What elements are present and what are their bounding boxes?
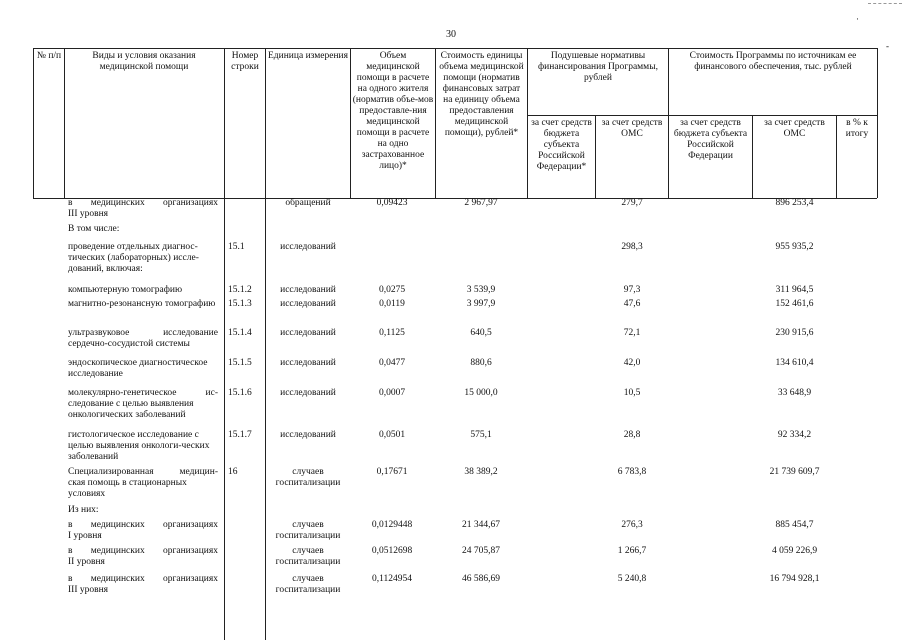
row-unit: исследований: [280, 430, 336, 440]
row-name: [68, 224, 218, 235]
row-unit-cost: 21 344,67: [462, 520, 500, 530]
row-name: [68, 328, 218, 350]
row-unit: случаев госпитализации: [275, 574, 341, 595]
row-name: [68, 467, 218, 500]
row-per-capita-oms: 42,0: [623, 358, 641, 368]
row-unit-cost: 15 000,0: [464, 388, 498, 398]
row-name-text: сердечно-сосудистой системы: [68, 339, 190, 349]
row-name-text: Из них:: [68, 505, 99, 515]
row-number: 15.1.4: [228, 328, 252, 338]
row-program-oms: 311 964,5: [775, 285, 814, 295]
row-name-line: Специализированная медицин-: [68, 467, 218, 477]
row-name-text: следование с целью выявления онкологических заболеваний: [68, 399, 194, 420]
header-row-number: Номер строки: [231, 51, 259, 72]
row-volume: 0,0275: [378, 285, 406, 295]
row-volume: 0,1124954: [371, 574, 413, 584]
row-per-capita-oms: 28,8: [623, 430, 641, 440]
page-number: 30: [446, 29, 456, 40]
row-program-oms: 33 648,9: [777, 388, 812, 398]
row-volume: 0,0512698: [371, 546, 413, 556]
row-name: [68, 358, 218, 380]
corner-dash: [868, 3, 902, 4]
row-unit-cost: 3 997,9: [466, 299, 496, 309]
row-name-text: гистологическое исследование с целью выявления онкологи-ческих заболеваний: [68, 430, 210, 462]
row-number: 15.1.6: [228, 388, 252, 398]
row-unit-cost: 640,5: [470, 328, 492, 338]
row-program-oms: 16 794 928,1: [769, 574, 820, 584]
header-program-oms: за счет средств ОМС: [764, 118, 825, 139]
row-unit: случаев госпитализации: [275, 546, 341, 567]
row-number: 16: [228, 467, 238, 477]
row-program-oms: 230 915,6: [775, 328, 814, 338]
row-name-line: в медицинских организациях: [68, 574, 218, 584]
row-number: 15.1.7: [228, 430, 252, 440]
row-name-text: проведение отдельных диагнос-тических (лабораторных) иссле-дований, включая:: [68, 242, 199, 274]
row-program-oms: 92 334,2: [777, 430, 812, 440]
row-per-capita-oms: 5 240,8: [617, 574, 647, 584]
header-per-capita-budget: за счет средств бюджета субъекта Российской Федерации*: [531, 118, 592, 172]
row-name-text: эндоскопическое диагностическое исследование: [68, 358, 208, 379]
row-program-oms: 896 253,4: [775, 198, 814, 208]
row-per-capita-oms: 276,3: [621, 520, 643, 530]
row-name-line: в медицинских организациях: [68, 520, 218, 530]
row-program-oms: 21 739 609,7: [769, 467, 820, 477]
row-unit: исследований: [280, 328, 336, 338]
row-number: 15.1: [228, 242, 245, 252]
row-name: [68, 520, 218, 542]
row-unit-cost: 3 539,9: [466, 285, 496, 295]
row-unit-cost: 880,6: [470, 358, 492, 368]
header-num: № п/п: [36, 51, 62, 61]
row-name-text: В том числе:: [68, 224, 120, 234]
row-unit-cost: 24 705,87: [462, 546, 500, 556]
row-number: 15.1.5: [228, 358, 252, 368]
row-unit: обращений: [285, 198, 331, 208]
row-per-capita-oms: 6 783,8: [617, 467, 647, 477]
row-unit: случаев госпитализации: [275, 467, 341, 488]
row-program-oms: 4 059 226,9: [771, 546, 818, 556]
header-unit: Единица измерения: [268, 51, 348, 61]
row-name: [68, 299, 218, 310]
header-unit-cost: Стоимость единицы объема медицинской помощи (норматив финансовых затрат на единицу объема предоставления медицинской помощи), рублей*: [439, 51, 524, 138]
row-per-capita-oms: 10,5: [623, 388, 641, 398]
row-number: 15.1.3: [228, 299, 252, 309]
row-volume: 0,0119: [379, 299, 405, 309]
row-volume: 0,0007: [378, 388, 406, 398]
row-per-capita-oms: 298,3: [621, 242, 643, 252]
row-volume: 0,0501: [378, 430, 406, 440]
row-per-capita-oms: 97,3: [623, 285, 641, 295]
row-per-capita-oms: 72,1: [623, 328, 641, 338]
row-unit: исследований: [280, 388, 336, 398]
row-name-line: ультразвуковое исследование: [68, 328, 218, 338]
row-unit-cost: 575,1: [470, 430, 492, 440]
row-name: [68, 285, 218, 296]
row-name: [68, 198, 218, 220]
row-unit-cost: 46 586,69: [462, 574, 500, 584]
row-unit-cost: 2 967,97: [464, 198, 498, 208]
corner-mark: -: [886, 41, 889, 51]
row-unit: исследований: [280, 285, 336, 295]
header-per-capita-oms: за счет средств ОМС: [601, 118, 663, 139]
row-number: 15.1.2: [228, 285, 252, 295]
row-volume: 0,0129448: [371, 520, 413, 530]
row-name: [68, 388, 218, 421]
row-name: [68, 242, 218, 275]
row-volume: 0,0477: [378, 358, 406, 368]
row-program-oms: 955 935,2: [775, 242, 814, 252]
row-volume: 0,1125: [379, 328, 405, 338]
row-name-text: II уровня: [68, 557, 105, 567]
row-name-text: I уровня: [68, 531, 102, 541]
header-program-cost: Стоимость Программы по источникам ее финансового обеспечения, тыс. рублей: [689, 51, 857, 72]
row-name: [68, 505, 218, 516]
header-program-budget: за счет средств бюджета субъекта Российской Федерации: [673, 118, 748, 161]
header-program-pct: в % к итогу: [845, 118, 869, 139]
header-volume: Объем медицинской помощи в расчете на одного жителя (норматив объе-мов предоставле-ния медицинской помощи в расчете на одно застрахованное лицо)*: [352, 51, 434, 171]
row-name-text: компьютерную томографию: [68, 285, 183, 295]
row-unit: исследований: [280, 299, 336, 309]
row-name-line: в медицинских организациях: [68, 546, 218, 556]
row-name-text: III уровня: [68, 585, 109, 595]
row-volume: 0,17671: [376, 467, 408, 477]
row-name-text: III уровня: [68, 209, 109, 219]
row-name-line: в медицинских организациях: [68, 198, 218, 208]
row-name: [68, 574, 218, 596]
row-program-oms: 885 454,7: [775, 520, 814, 530]
row-unit: исследований: [280, 358, 336, 368]
row-per-capita-oms: 1 266,7: [617, 546, 647, 556]
row-unit: случаев госпитализации: [275, 520, 341, 541]
corner-mark: ·: [856, 14, 859, 24]
row-program-oms: 134 610,4: [775, 358, 814, 368]
row-per-capita-oms: 47,6: [623, 299, 641, 309]
row-name-line: молекулярно-генетическое ис-: [68, 388, 218, 398]
row-name: [68, 430, 218, 463]
header-per-capita: Подушевые нормативы финансирования Программы, рублей: [538, 51, 658, 83]
row-unit: исследований: [280, 242, 336, 252]
row-name-text: магнитно-резонансную томографию: [68, 299, 216, 309]
header-kind: Виды и условия оказания медицинской помощи: [92, 51, 196, 72]
row-volume: 0,09423: [376, 198, 408, 208]
row-name-text: ская помощь в стационарных условиях: [68, 478, 187, 499]
row-program-oms: 152 461,6: [775, 299, 814, 309]
row-name: [68, 546, 218, 568]
row-per-capita-oms: 279,7: [621, 198, 643, 208]
row-unit-cost: 38 389,2: [464, 467, 498, 477]
